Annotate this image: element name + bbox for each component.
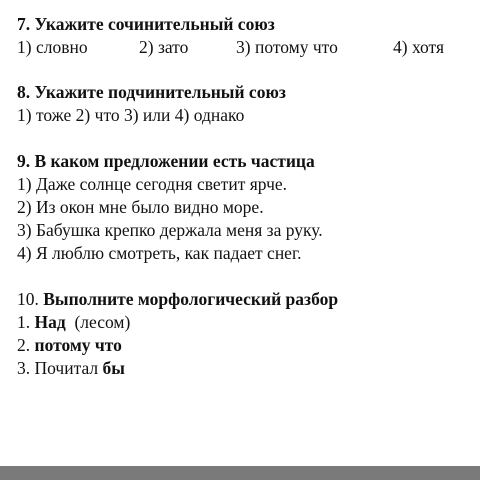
q7-option-4: 4) хотя [393, 37, 445, 57]
q10-item-3-prefix: 3. Почитал [17, 358, 103, 378]
q10-item-2 [17, 334, 122, 356]
q9-option-1: 1) Даже солнце сегодня светит ярче. [17, 174, 288, 194]
q10-number: 10. [17, 289, 44, 309]
q10-item-3-word: бы [102, 358, 125, 378]
q10-item-1-rest: (лесом) [65, 312, 131, 332]
q10-item-3 [17, 357, 125, 379]
q9-option-2: 2) Из окон мне было видно море. [17, 197, 264, 217]
q9-option-4: 4) Я люблю смотреть, как падает снег. [17, 243, 302, 263]
q7-title: 7. Укажите сочинительный союз [17, 14, 275, 34]
q10-item-1 [17, 311, 130, 333]
q10-item-2-word: потому что [34, 335, 122, 355]
q9-title: 9. В каком предложении есть частица [17, 151, 315, 171]
q10-title: Выполните морфологический разбор [43, 289, 339, 309]
q10-heading [17, 288, 338, 310]
q10-item-1-prefix: 1. [17, 312, 35, 332]
q10-item-2-prefix: 2. [17, 335, 35, 355]
q10-item-1-word: Над [34, 312, 66, 332]
q7-option-2: 2) зато [139, 37, 189, 57]
q8-title: 8. Укажите подчинительный союз [17, 82, 286, 102]
q8-options: 1) тоже 2) что 3) или 4) однако [17, 105, 245, 125]
q7-option-3: 3) потому что [236, 37, 338, 57]
bottom-bar [0, 466, 480, 480]
q9-option-3: 3) Бабушка крепко держала меня за руку. [17, 220, 323, 240]
q7-option-1: 1) словно [17, 37, 88, 57]
